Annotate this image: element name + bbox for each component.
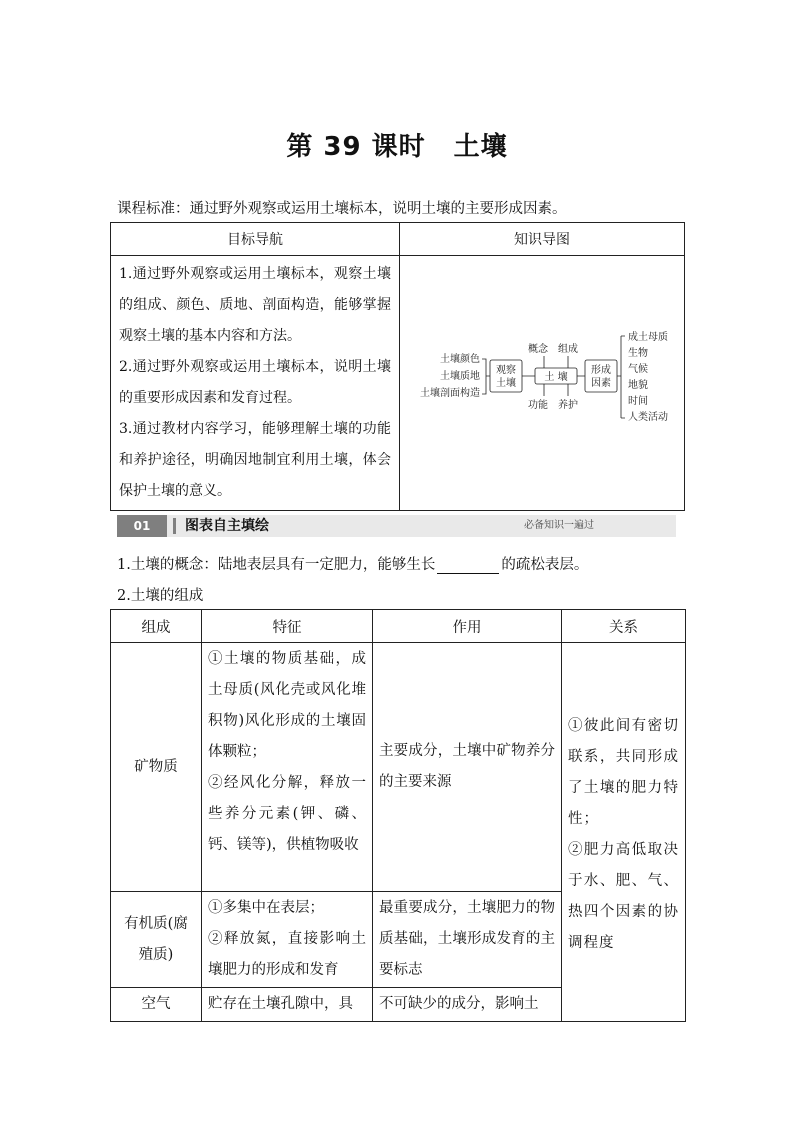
component-name: 矿物质 (111, 643, 202, 892)
table-row (111, 643, 686, 892)
fill-blank[interactable] (437, 559, 499, 574)
map-left-item: 土壤颜色 (440, 354, 480, 365)
composition-table (110, 609, 686, 1022)
title-topic: 土壤 (453, 132, 508, 162)
concept-prefix: 1.土壤的概念： (117, 557, 218, 573)
goal-table (110, 222, 685, 511)
component-features (202, 892, 373, 988)
concept-text-a: 陆地表层具有一定肥力，能够生长 (217, 557, 436, 573)
map-observe-line1: 观察 (496, 365, 516, 376)
feature-item: ②释放氮，直接影响土壤肥力的形成和发育 (208, 931, 366, 978)
component-name: 空气 (111, 988, 202, 1022)
map-right-item: 人类活动 (628, 412, 668, 423)
map-right-item: 地貌 (628, 380, 648, 391)
map-right-item: 成土母质 (628, 332, 668, 343)
col-header: 组成 (111, 610, 202, 643)
feature-item: 贮存在土壤孔隙中，具 (208, 996, 353, 1012)
soil-concept (117, 553, 588, 574)
map-right-item: 气候 (628, 364, 648, 375)
section-banner (117, 515, 676, 537)
section-divider (173, 518, 176, 534)
knowledge-map (400, 322, 684, 432)
component-features (202, 988, 373, 1022)
component-role: 不可缺少的成分，影响土 (373, 988, 562, 1022)
goals-cell (111, 256, 400, 511)
component-role: 主要成分，土壤中矿物养分的主要来源 (373, 643, 562, 892)
feature-item: ②经风化分解，释放一些养分元素(钾、磷、钙、镁等)，供植物吸收 (208, 775, 366, 853)
goal-item-3: 3.通过教材内容学习，能够理解土壤的功能和养护途径，明确因地制宜利用土壤，体会保护土壤的意义。 (119, 421, 391, 499)
map-bottom-item: 养护 (558, 400, 578, 411)
map-center: 土 壤 (544, 372, 568, 383)
goal-header: 目标导航 (111, 223, 400, 256)
map-header: 知识导图 (400, 223, 685, 256)
map-form-line1: 形成 (591, 365, 611, 376)
map-right-item: 时间 (628, 396, 648, 407)
section-number: 01 (117, 515, 167, 537)
course-standard: 课程标准：通过野外观察或运用土壤标本，说明土壤的主要形成因素。 (117, 201, 567, 217)
page-title (0, 126, 794, 163)
relation-item: ①彼此间有密切联系，共同形成了土壤的肥力特性； (568, 718, 679, 827)
relation-item: ②肥力高低取决于水、肥、气、热四个因素的协调程度 (568, 842, 679, 951)
map-form-line2: 因素 (591, 378, 611, 389)
map-bottom-item: 功能 (528, 400, 548, 411)
goal-item-2: 2.通过野外观察或运用土壤标本，说明土壤的重要形成因素和发育过程。 (119, 359, 391, 406)
map-left-item: 土壤质地 (440, 371, 480, 382)
goal-item-1: 1.通过野外观察或运用土壤标本，观察土壤的组成、颜色、质地、剖面构造，能够掌握观察土壤的基本内容和方法。 (119, 266, 391, 344)
map-right-item: 生物 (628, 348, 648, 359)
soil-composition-heading: 2.土壤的组成 (117, 588, 204, 604)
knowledge-map-cell (400, 256, 685, 511)
component-role: 最重要成分，土壤肥力的物质基础，土壤形成发育的主要标志 (373, 892, 562, 988)
map-top-item: 概念 (528, 344, 548, 355)
col-header: 特征 (202, 610, 373, 643)
section-title: 图表自主填绘 (185, 518, 269, 534)
map-observe-line2: 土壤 (496, 378, 516, 389)
col-header: 作用 (373, 610, 562, 643)
feature-item: ①土壤的物质基础，成土母质(风化壳或风化堆积物)风化形成的土壤固体颗粒； (208, 651, 366, 760)
map-left-item: 土壤剖面构造 (420, 388, 480, 399)
component-relation (562, 643, 686, 1022)
feature-item: ①多集中在表层； (208, 900, 324, 916)
map-top-item: 组成 (558, 344, 578, 355)
col-header: 关系 (562, 610, 686, 643)
component-name: 有机质(腐殖质) (111, 892, 202, 988)
concept-text-b: 的疏松表层。 (501, 557, 589, 573)
component-features (202, 643, 373, 892)
section-note: 必备知识一遍过 (524, 520, 594, 531)
title-lesson: 第 39 课时 (286, 132, 426, 162)
